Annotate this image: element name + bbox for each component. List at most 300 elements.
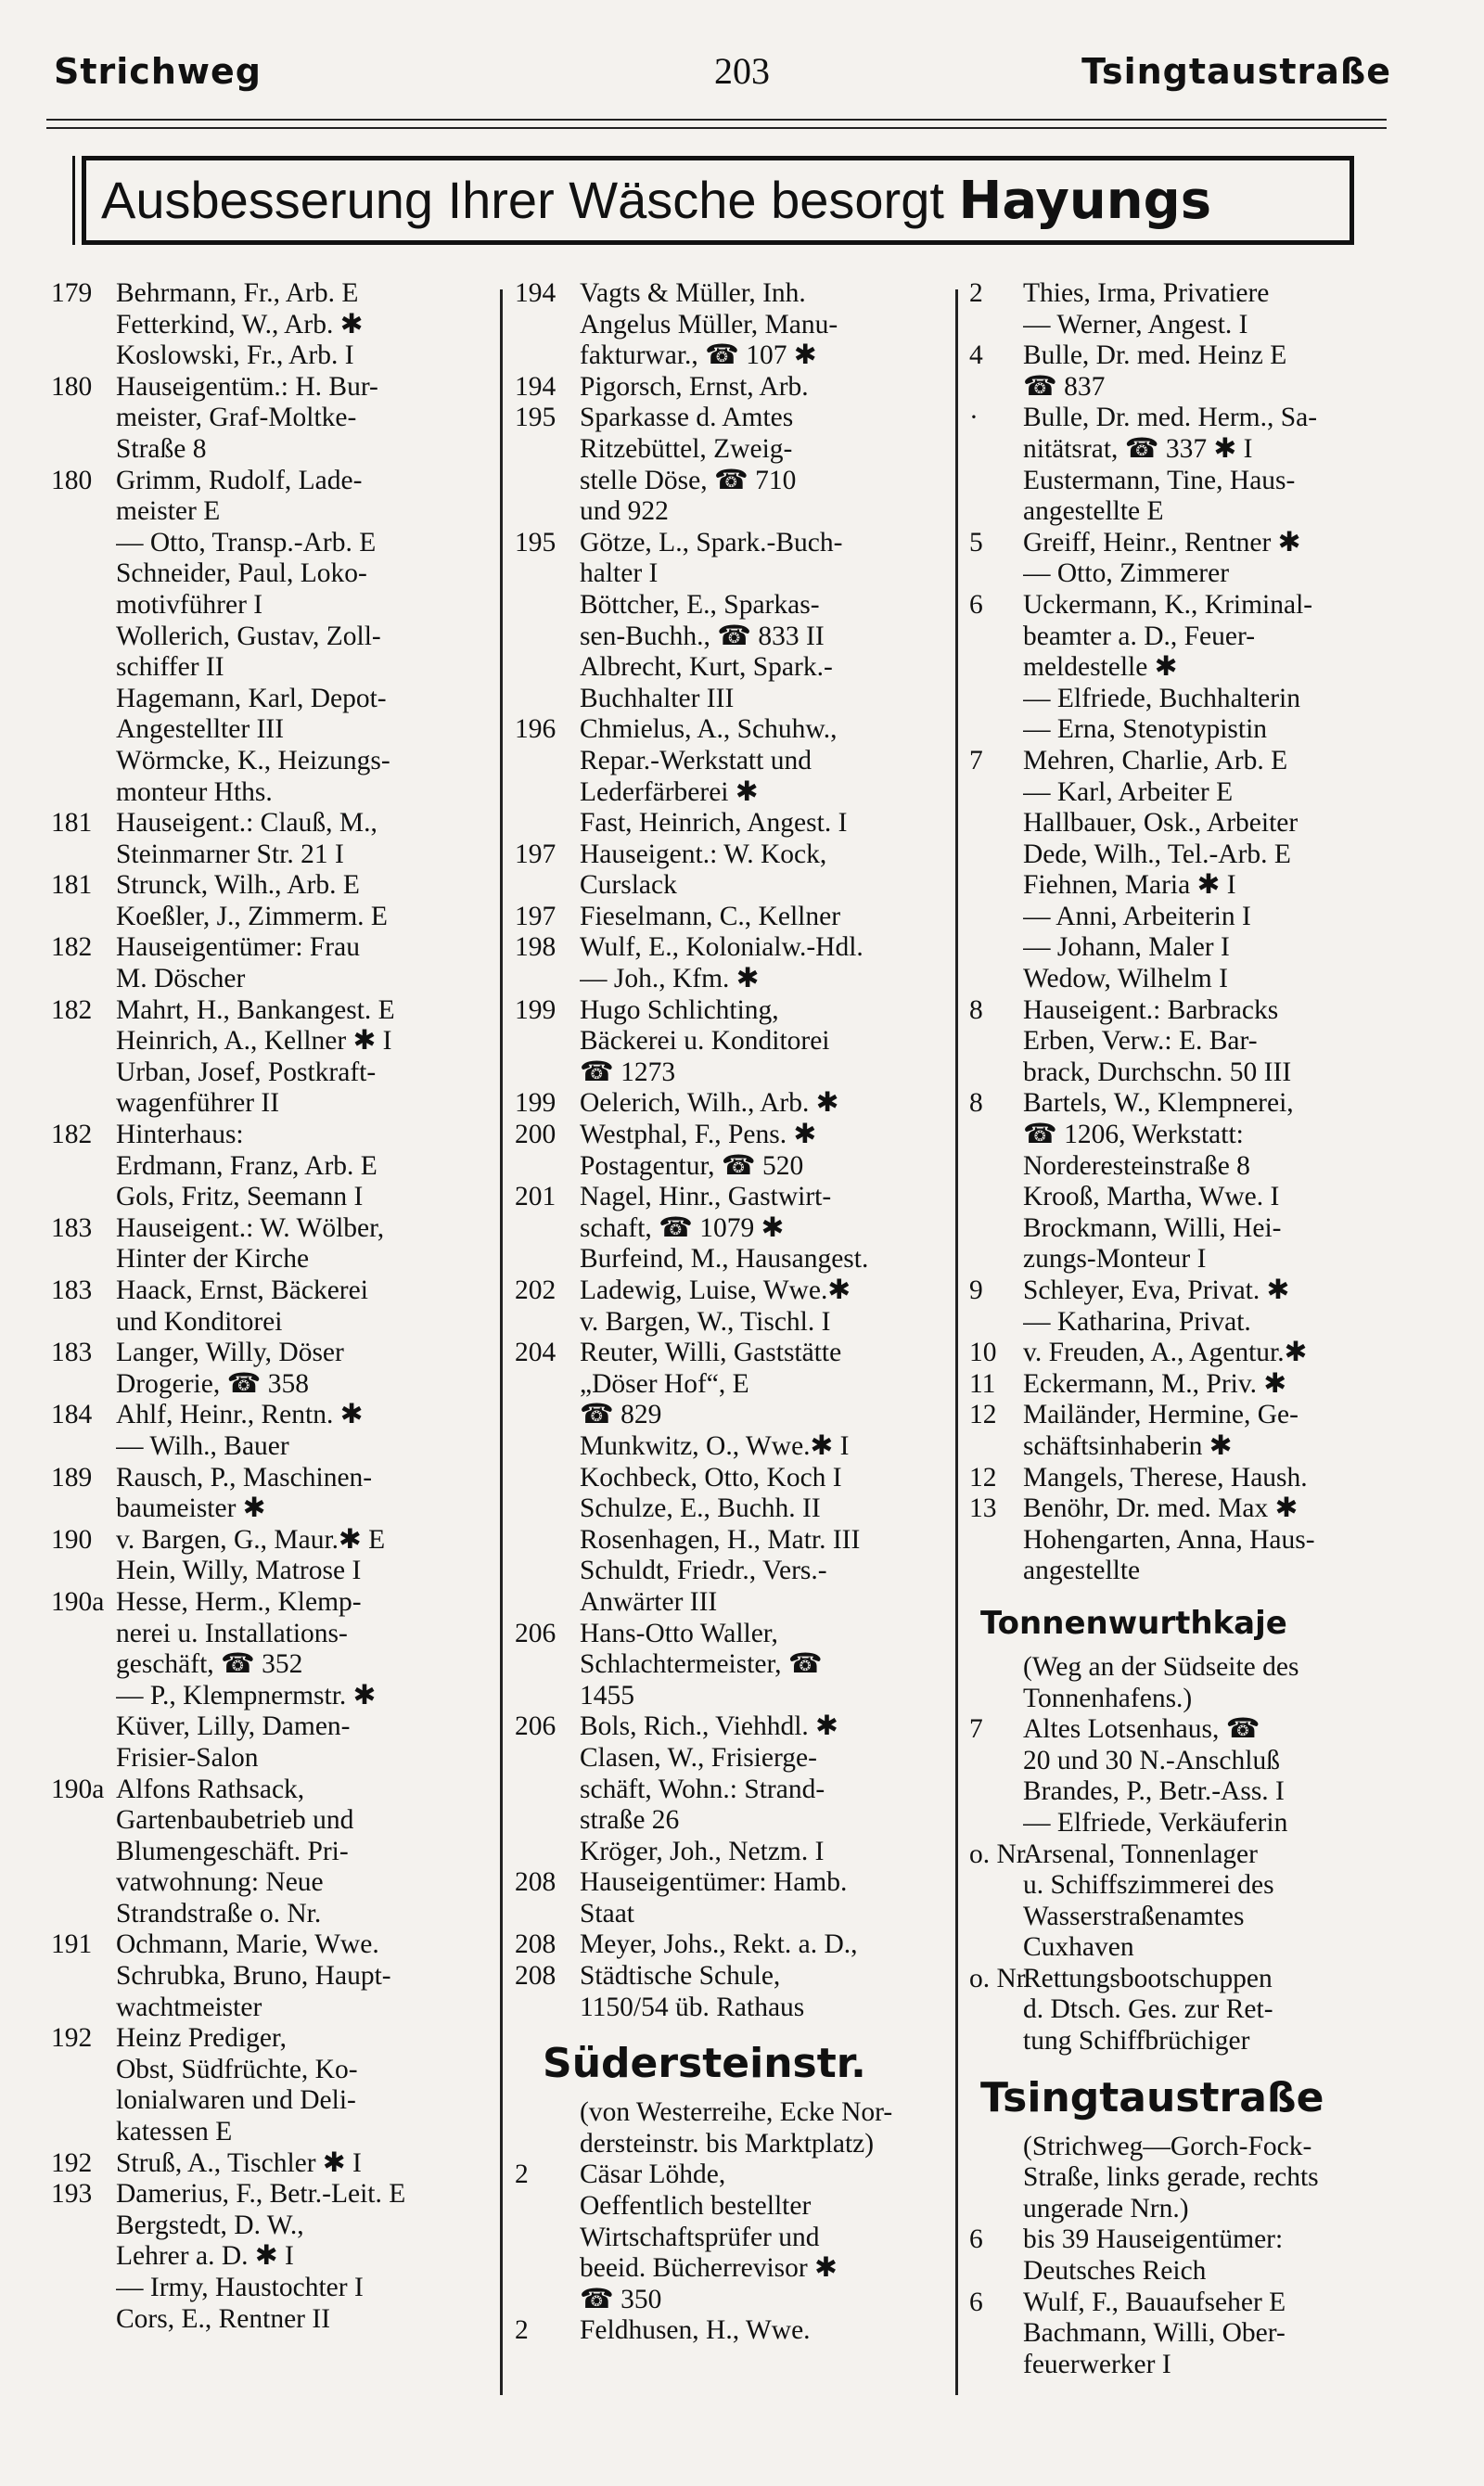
house-number xyxy=(51,1369,116,1401)
entry-text: Bartels, W., Klempnerei, xyxy=(1023,1088,1294,1119)
entry-text: Wulf, F., Bauaufseher E xyxy=(1023,2287,1286,2317)
house-number: 190a xyxy=(51,1774,105,1804)
directory-entry xyxy=(969,1714,1401,1746)
house-number xyxy=(969,1684,1023,1715)
entry-text: geschäft, ☎ 352 xyxy=(116,1649,303,1680)
entry-text: lonialwaren und Deli- xyxy=(116,2085,356,2116)
entry-text: zungs-Monteur I xyxy=(1023,1244,1207,1275)
entry-text: Schlachtermeister, ☎ xyxy=(580,1649,823,1680)
directory-entry xyxy=(51,932,487,964)
house-number xyxy=(969,1556,1023,1587)
directory-entry xyxy=(515,310,943,341)
entry-text: ☎ 1206, Werkstatt: xyxy=(1023,1120,1244,1150)
entry-text: Hauseigent.: W. Wölber, xyxy=(116,1212,385,1243)
house-number: 198 xyxy=(515,932,556,963)
entry-text: Grimm, Rudolf, Lade- xyxy=(116,465,363,495)
directory-entry xyxy=(969,558,1401,590)
house-number xyxy=(969,2350,1023,2381)
entry-text: Schleyer, Eva, Privat. ✱ xyxy=(1023,1275,1290,1305)
directory-entry xyxy=(51,278,487,310)
directory-entry xyxy=(51,1088,487,1120)
entry-text: Fetterkind, W., Arb. ✱ xyxy=(116,309,364,340)
house-number xyxy=(969,1431,1023,1463)
entry-text: Chmielus, A., Schuhw., xyxy=(580,714,838,745)
directory-entry xyxy=(969,839,1401,871)
entry-text: u. Schiffszimmerei des xyxy=(1023,1870,1274,1901)
house-number xyxy=(969,1026,1023,1057)
directory-entry xyxy=(969,1182,1401,1213)
entry-text: Mahrt, H., Bankangest. E xyxy=(116,994,395,1025)
entry-text: v. Bargen, W., Tischl. I xyxy=(580,1306,831,1337)
house-number xyxy=(51,403,116,434)
entry-text: und 922 xyxy=(580,496,669,527)
column-2-entries xyxy=(515,278,943,2023)
entry-text: Strandstraße o. Nr. xyxy=(116,1898,322,1929)
directory-entry xyxy=(969,2224,1401,2256)
directory-entry xyxy=(51,1026,487,1057)
entry-text: Kochbeck, Otto, Koch I xyxy=(580,1462,842,1493)
house-number: 181 xyxy=(51,870,93,901)
entry-text: baumeister ✱ xyxy=(116,1493,266,1524)
directory-entry xyxy=(969,1369,1401,1401)
entry-text: Hauseigent.: W. Kock, xyxy=(580,839,827,869)
house-number xyxy=(515,2285,580,2316)
entry-text: meister E xyxy=(116,496,221,527)
house-number: 5 xyxy=(969,527,983,557)
directory-entry xyxy=(969,1463,1401,1494)
directory-entry xyxy=(51,1431,487,1463)
entry-text: Wulf, E., Kolonialw.-Hdl. xyxy=(580,932,864,963)
house-number xyxy=(51,2304,116,2336)
entry-text: tung Schiffbrüchiger xyxy=(1023,2026,1250,2057)
house-number: 7 xyxy=(969,745,983,775)
house-number xyxy=(515,1431,580,1463)
house-number: 180 xyxy=(51,465,93,495)
entry-text: Blumengeschäft. Pri- xyxy=(116,1836,349,1866)
house-number xyxy=(515,1151,580,1183)
entry-text: — Anni, Arbeiterin I xyxy=(1023,901,1251,931)
house-number: 8 xyxy=(969,994,983,1025)
directory-entry xyxy=(515,1993,943,2024)
house-number xyxy=(969,2132,1023,2163)
directory-entry xyxy=(969,372,1401,404)
directory-entry xyxy=(515,278,943,310)
house-number xyxy=(969,1307,1023,1339)
entry-text: schiffer II xyxy=(116,652,224,683)
house-number: 2 xyxy=(515,2315,529,2346)
house-number xyxy=(51,1743,116,1775)
house-number xyxy=(969,1776,1023,1808)
house-number: 208 xyxy=(515,1961,556,1992)
house-number: 11 xyxy=(969,1368,996,1399)
house-number xyxy=(51,434,116,466)
directory-entry xyxy=(969,1338,1401,1369)
directory-entry xyxy=(51,1743,487,1775)
house-number xyxy=(51,1244,116,1275)
banner-left-line xyxy=(72,156,75,245)
entry-text: ☎ 837 xyxy=(1023,371,1106,402)
directory-entry xyxy=(515,1743,943,1775)
directory-entry xyxy=(51,1805,487,1837)
house-number xyxy=(969,434,1023,466)
entry-text: Norderesteinstraße 8 xyxy=(1023,1150,1250,1181)
directory-entry xyxy=(515,1182,943,1213)
directory-entry xyxy=(515,372,943,404)
house-number: · xyxy=(969,403,979,433)
directory-entry xyxy=(969,2287,1401,2319)
house-number xyxy=(515,340,580,372)
entry-text: Angestellter III xyxy=(116,714,285,745)
house-number xyxy=(515,434,580,466)
house-number xyxy=(51,310,116,341)
house-number xyxy=(515,590,580,622)
directory-entry xyxy=(515,434,943,466)
directory-entry xyxy=(515,1244,943,1275)
entry-text: Benöhr, Dr. med. Max ✱ xyxy=(1023,1493,1298,1524)
house-number xyxy=(969,1902,1023,1933)
directory-entry xyxy=(51,1775,487,1806)
directory-entry xyxy=(515,1275,943,1307)
entry-text: 1150/54 üb. Rathaus xyxy=(580,1992,805,2022)
house-number xyxy=(515,808,580,839)
entry-text: Brandes, P., Betr.-Ass. I xyxy=(1023,1776,1285,1807)
entry-text: Bulle, Dr. med. Herm., Sa- xyxy=(1023,403,1318,433)
entry-text: Ritzebüttel, Zweig- xyxy=(580,433,793,464)
entry-text: Cors, E., Rentner II xyxy=(116,2303,331,2334)
entry-text: (Strichweg—Gorch-Fock- xyxy=(1023,2131,1312,2161)
directory-entry xyxy=(515,528,943,559)
directory-entry xyxy=(515,1493,943,1525)
directory-entry xyxy=(969,1493,1401,1525)
directory-entry xyxy=(515,2129,943,2160)
entry-text: wachtmeister xyxy=(116,1992,262,2022)
house-number: 197 xyxy=(515,901,556,931)
house-number xyxy=(515,1681,580,1712)
directory-entry xyxy=(51,902,487,933)
directory-entry xyxy=(51,1993,487,2024)
directory-entry xyxy=(51,870,487,902)
directory-entry xyxy=(515,714,943,746)
directory-entry xyxy=(969,1400,1401,1431)
house-number xyxy=(51,2273,116,2304)
directory-entry xyxy=(51,528,487,559)
entry-text: ungerade Nrn.) xyxy=(1023,2193,1189,2223)
entry-text: Götze, L., Spark.-Buch- xyxy=(580,527,843,557)
directory-entry xyxy=(515,808,943,839)
entry-text: Oeffentlich bestellter xyxy=(580,2191,812,2222)
directory-entry xyxy=(51,995,487,1027)
directory-entry xyxy=(51,1244,487,1275)
house-number xyxy=(969,2026,1023,2057)
house-number: 182 xyxy=(51,932,93,963)
directory-entry xyxy=(51,1619,487,1650)
house-number xyxy=(969,1746,1023,1777)
directory-entry xyxy=(51,1151,487,1183)
house-number: 183 xyxy=(51,1338,93,1368)
entry-text: Gols, Fritz, Seemann I xyxy=(116,1182,364,1212)
entry-text: dersteinstr. bis Marktplatz) xyxy=(580,2128,875,2159)
directory-entry xyxy=(969,2162,1401,2194)
directory-entry xyxy=(515,964,943,995)
directory-entry xyxy=(515,1681,943,1712)
entry-text: Küver, Lilly, Damen- xyxy=(116,1711,351,1742)
directory-entry xyxy=(515,1213,943,1245)
house-number: 10 xyxy=(969,1338,997,1368)
house-number xyxy=(51,1088,116,1120)
house-number xyxy=(969,2194,1023,2225)
directory-entry xyxy=(969,1684,1401,1715)
column-1 xyxy=(51,278,487,2335)
directory-entry xyxy=(515,932,943,964)
directory-entry xyxy=(969,466,1401,497)
house-number xyxy=(515,1899,580,1930)
entry-text: Hesse, Herm., Klemp- xyxy=(116,1586,362,1617)
banner-brand: Hayungs xyxy=(958,171,1212,231)
entry-text: Kröger, Joh., Netzm. I xyxy=(580,1836,825,1866)
house-number: o. Nr. xyxy=(969,1963,1031,1993)
directory-entry xyxy=(969,278,1401,310)
house-number: 12 xyxy=(969,1462,997,1493)
entry-text: Wirtschaftsprüfer und xyxy=(580,2222,820,2252)
directory-entry xyxy=(515,1929,943,1961)
directory-entry xyxy=(515,746,943,777)
directory-entry xyxy=(515,1026,943,1057)
entry-text: Greiff, Heinr., Rentner ✱ xyxy=(1023,527,1301,557)
directory-entry xyxy=(969,1652,1401,1684)
entry-text: Meyer, Johs., Rekt. a. D., xyxy=(580,1929,858,1960)
entry-text: Ladewig, Luise, Wwe.✱ xyxy=(580,1275,851,1305)
house-number: 206 xyxy=(515,1618,556,1648)
directory-entry xyxy=(969,403,1401,434)
directory-entry xyxy=(969,808,1401,839)
directory-entry xyxy=(515,652,943,684)
entry-text: Ahlf, Heinr., Rentn. ✱ xyxy=(116,1400,364,1430)
house-number: 197 xyxy=(515,839,556,869)
directory-entry xyxy=(51,466,487,497)
directory-entry xyxy=(969,434,1401,466)
house-number: 184 xyxy=(51,1400,93,1430)
directory-entry xyxy=(515,1775,943,1806)
directory-entry xyxy=(51,496,487,528)
directory-entry xyxy=(969,1556,1401,1587)
house-number: 13 xyxy=(969,1493,997,1524)
entry-text: — Irmy, Haustochter I xyxy=(116,2273,364,2302)
directory-entry xyxy=(969,1120,1401,1151)
directory-entry xyxy=(51,1463,487,1494)
house-number: 182 xyxy=(51,1120,93,1150)
house-number xyxy=(515,1649,580,1681)
house-number xyxy=(51,1805,116,1837)
column-1-entries xyxy=(51,278,487,2335)
entry-text: Schulze, E., Buchh. II xyxy=(580,1493,821,1524)
entry-text: Repar.-Werkstatt und xyxy=(580,745,812,775)
directory-entry xyxy=(51,1307,487,1339)
directory-entry xyxy=(969,2318,1401,2350)
directory-entry xyxy=(515,558,943,590)
entry-text: halter I xyxy=(580,558,659,589)
entry-text: Mangels, Therese, Haush. xyxy=(1023,1462,1308,1493)
directory-entry xyxy=(515,1151,943,1183)
page-number: 203 xyxy=(714,50,770,92)
directory-entry xyxy=(51,746,487,777)
entry-text: katessen E xyxy=(116,2117,233,2147)
entry-text: Straße, links gerade, rechts xyxy=(1023,2162,1319,2193)
house-number xyxy=(51,684,116,715)
house-number xyxy=(969,2318,1023,2350)
house-number: 7 xyxy=(969,1714,983,1745)
house-number xyxy=(51,1619,116,1650)
directory-entry xyxy=(969,1932,1401,1964)
advertisement-banner xyxy=(82,156,1354,245)
directory-entry xyxy=(51,1899,487,1930)
directory-entry xyxy=(969,1964,1401,1995)
entry-text: beeid. Bücherrevisor ✱ xyxy=(580,2253,838,2284)
house-number xyxy=(515,2129,580,2160)
house-number xyxy=(515,1026,580,1057)
entry-text: feuerwerker I xyxy=(1023,2349,1171,2379)
directory-entry xyxy=(969,1776,1401,1808)
entry-text: Sparkasse d. Amtes xyxy=(580,403,794,433)
directory-entry xyxy=(51,1338,487,1369)
house-number xyxy=(515,652,580,684)
column-separator-1 xyxy=(500,289,503,2395)
directory-entry xyxy=(51,340,487,372)
entry-text: Hauseigentümer: Frau xyxy=(116,932,360,963)
house-number: 6 xyxy=(969,2224,983,2255)
house-number xyxy=(51,1307,116,1339)
directory-entry xyxy=(515,340,943,372)
entry-text: Eckermann, M., Priv. ✱ xyxy=(1023,1368,1287,1399)
entry-text: Vagts & Müller, Inh. xyxy=(580,278,806,308)
directory-entry xyxy=(51,1369,487,1401)
entry-text: Eustermann, Tine, Haus- xyxy=(1023,465,1296,495)
directory-entry xyxy=(515,622,943,653)
house-number xyxy=(515,1525,580,1557)
directory-entry xyxy=(969,1275,1401,1307)
directory-entry xyxy=(969,1994,1401,2026)
directory-entry xyxy=(51,2055,487,2086)
house-number xyxy=(51,1961,116,1993)
directory-entry xyxy=(515,2285,943,2316)
entry-text: Hans-Otto Waller, xyxy=(580,1618,778,1648)
entry-text: ☎ 350 xyxy=(580,2284,662,2314)
house-number xyxy=(51,558,116,590)
house-number xyxy=(969,777,1023,809)
directory-entry xyxy=(969,964,1401,995)
entry-text: brack, Durchschn. 50 III xyxy=(1023,1057,1292,1087)
entry-text: Hein, Willy, Matrose I xyxy=(116,1556,362,1586)
entry-text: Hauseigentüm.: H. Bur- xyxy=(116,371,378,402)
directory-entry xyxy=(515,1899,943,1930)
entry-text: Munkwitz, O., Wwe.✱ I xyxy=(580,1430,850,1461)
entry-text: Fieselmann, C., Kellner xyxy=(580,901,841,931)
entry-text: Rosenhagen, H., Matr. III xyxy=(580,1524,861,1555)
entry-text: Bergstedt, D. W., xyxy=(116,2210,304,2240)
entry-text: angestellte xyxy=(1023,1556,1141,1586)
house-number xyxy=(515,684,580,715)
house-number xyxy=(51,964,116,995)
directory-entry xyxy=(515,995,943,1027)
entry-text: Hohengarten, Anna, Haus- xyxy=(1023,1524,1315,1555)
directory-entry xyxy=(51,808,487,839)
directory-entry xyxy=(969,340,1401,372)
house-number xyxy=(969,1182,1023,1213)
entry-text: angestellte E xyxy=(1023,496,1164,527)
house-number xyxy=(51,1057,116,1089)
entry-text: Mehren, Charlie, Arb. E xyxy=(1023,745,1288,775)
entry-text: wagenführer II xyxy=(116,1088,280,1119)
house-number xyxy=(51,902,116,933)
entry-text: — Joh., Kfm. ✱ xyxy=(580,964,760,994)
directory-entry xyxy=(969,2194,1401,2225)
entry-text: Deutsches Reich xyxy=(1023,2256,1207,2287)
house-number xyxy=(969,1932,1023,1964)
entry-text: Angelus Müller, Manu- xyxy=(580,309,838,340)
house-number xyxy=(51,1649,116,1681)
header-rule-top xyxy=(46,119,1387,121)
directory-entry xyxy=(969,1839,1401,1871)
house-number xyxy=(51,2210,116,2242)
directory-entry xyxy=(969,622,1401,653)
house-number: 6 xyxy=(969,589,983,620)
entry-text: Erdmann, Franz, Arb. E xyxy=(116,1150,377,1181)
entry-text: vatwohnung: Neue xyxy=(116,1867,324,1898)
directory-entry xyxy=(969,746,1401,777)
house-number: 183 xyxy=(51,1212,93,1243)
entry-text: Buchhalter III xyxy=(580,683,735,713)
house-number xyxy=(51,1493,116,1525)
directory-entry xyxy=(515,2253,943,2285)
entry-text: Cuxhaven xyxy=(1023,1932,1134,1963)
column-3-section2-entries xyxy=(969,2132,1401,2381)
directory-entry xyxy=(51,2148,487,2180)
house-number xyxy=(515,746,580,777)
house-number xyxy=(969,1213,1023,1245)
entry-text: Hauseigentümer: Hamb. xyxy=(580,1867,848,1898)
entry-text: schaft, ☎ 1079 ✱ xyxy=(580,1212,785,1243)
house-number: 190a xyxy=(51,1586,105,1617)
house-number xyxy=(969,1652,1023,1684)
entry-text: (Weg an der Südseite des xyxy=(1023,1651,1299,1682)
entry-text: Hinterhaus: xyxy=(116,1120,244,1150)
entry-text: motivführer I xyxy=(116,589,263,620)
directory-entry xyxy=(515,1057,943,1089)
house-number xyxy=(969,372,1023,404)
house-number xyxy=(969,902,1023,933)
entry-text: nerei u. Installations- xyxy=(116,1618,348,1648)
house-number xyxy=(515,466,580,497)
directory-entry xyxy=(969,1307,1401,1339)
entry-text: straße 26 xyxy=(580,1805,680,1836)
house-number xyxy=(515,1993,580,2024)
house-number xyxy=(969,714,1023,746)
house-number xyxy=(51,746,116,777)
header-left-street: Strichweg xyxy=(54,51,262,92)
entry-text: monteur Hths. xyxy=(116,776,273,807)
directory-entry xyxy=(515,1307,943,1339)
house-number xyxy=(51,2085,116,2117)
entry-text: ☎ 1273 xyxy=(580,1057,676,1087)
house-number xyxy=(515,1244,580,1275)
directory-entry xyxy=(51,1057,487,1089)
entry-text: bis 39 Hauseigentümer: xyxy=(1023,2224,1284,2255)
house-number xyxy=(515,1307,580,1339)
entry-text: — Erna, Stenotypistin xyxy=(1023,714,1268,745)
directory-entry xyxy=(51,964,487,995)
column-3-entries xyxy=(969,278,1401,1587)
entry-text: Pigorsch, Ernst, Arb. xyxy=(580,371,809,402)
house-number xyxy=(515,870,580,902)
